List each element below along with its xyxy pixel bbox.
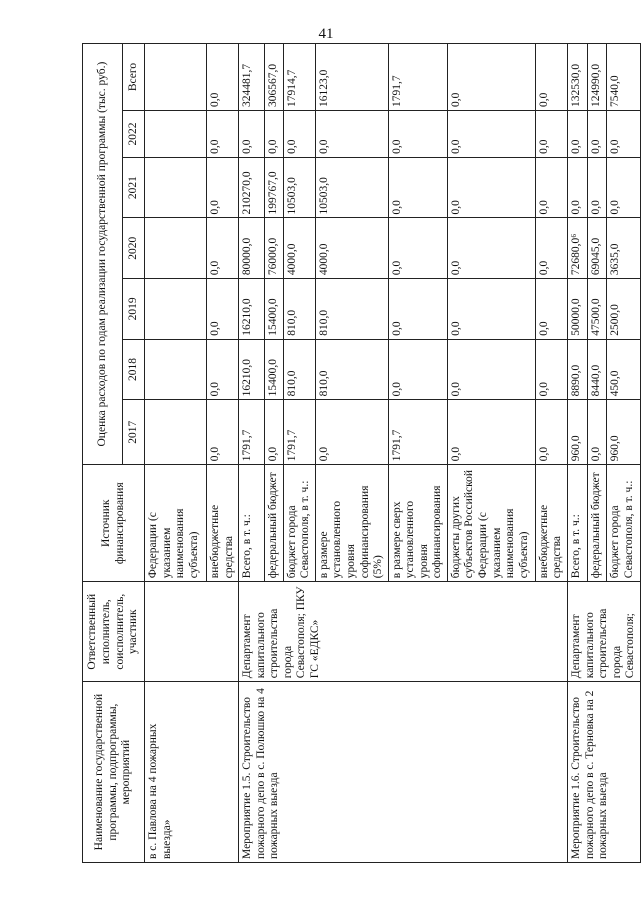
cell: 0,0 [388, 339, 447, 400]
cell: 0,0 [265, 400, 284, 465]
measure-1-6-name: Мероприятие 1.6. Строительство пожарного депо в с. Терновка на 2 пожарных выезда [568, 682, 641, 863]
cell: 0,0 [447, 44, 535, 111]
cell: 960,0 [568, 400, 588, 465]
source-label: в размере установленного уровня софинансирования (5%) [315, 465, 388, 582]
cell: 0,0 [535, 339, 567, 400]
cell: 1791,7 [388, 400, 447, 465]
measure-1-5-name: Мероприятие 1.5. Строительство пожарного депо в с. Полюшко на 4 пожарных выезда [239, 682, 568, 863]
cell: 324481,7 [239, 44, 265, 111]
cell: 0,0 [239, 111, 265, 158]
cell: 0,0 [587, 111, 607, 158]
cell: 0,0 [207, 157, 239, 218]
cell: 0,0 [447, 111, 535, 158]
cell: 0,0 [207, 339, 239, 400]
header-executor: Ответственный исполнитель, соисполнитель, участник [83, 582, 145, 682]
cell: 47500,0 [587, 279, 607, 340]
source-label: бюджет города Севастополя, в т. ч.: [607, 465, 641, 582]
cell: 8890,0 [568, 339, 588, 400]
cell: 0,0 [535, 279, 567, 340]
cell: 0,0 [388, 111, 447, 158]
cell: 0,0 [388, 157, 447, 218]
cell: 0,0 [607, 111, 641, 158]
cell: 8440,0 [587, 339, 607, 400]
cell: 50000,0 [568, 279, 588, 340]
year-2022: 2022 [123, 111, 145, 158]
cell: 76000,0 [265, 218, 284, 279]
cell: 0,0 [535, 157, 567, 218]
source-label: федеральный бюджет [587, 465, 607, 582]
cell: 15400,0 [265, 279, 284, 340]
source-label: внебюджетные средства [535, 465, 567, 582]
cell: 0,0 [388, 279, 447, 340]
source-label: Всего, в т. ч.: [568, 465, 588, 582]
cell: 0,0 [265, 111, 284, 158]
cell: 10503,0 [315, 157, 388, 218]
continuation-source-a: Федерации (с указанием наименования субъекта) [145, 465, 207, 582]
cell: 306567,0 [265, 44, 284, 111]
cell: 0,0 [447, 279, 535, 340]
cell: 0,0 [388, 218, 447, 279]
cell: 0,0 [207, 44, 239, 111]
cell: 199767,0 [265, 157, 284, 218]
cell: 0,0 [535, 400, 567, 465]
cell: 69045,0 [587, 218, 607, 279]
cell: 1791,7 [239, 400, 265, 465]
cell: 0,0 [207, 400, 239, 465]
cell: 4000,0 [283, 218, 315, 279]
cell: 960,0 [607, 400, 641, 465]
cell: 0,0 [607, 157, 641, 218]
measure-1-5-executor: Департамент капитального строительства города Севастополя; ПКУ ГС «ЕДКС» [239, 582, 568, 682]
cell: 0,0 [447, 400, 535, 465]
cell: 0,0 [587, 400, 607, 465]
cell: 7540,0 [607, 44, 641, 111]
measure-1-6-executor: Департамент капитального строительства города Севастополя; [568, 582, 641, 682]
year-total: Всего [123, 44, 145, 111]
cell: 132530,0 [568, 44, 588, 111]
source-label: в размере сверх установленного уровня софинансирования [388, 465, 447, 582]
cell: 0,0 [283, 111, 315, 158]
source-label: федеральный бюджет [265, 465, 284, 582]
page-number: 41 [318, 26, 334, 42]
cell: 0,0 [568, 111, 588, 158]
cell: 0,0 [568, 157, 588, 218]
cell: 210270,0 [239, 157, 265, 218]
year-2020: 2020 [123, 218, 145, 279]
cell: 0,0 [535, 44, 567, 111]
cell: 0,0 [587, 157, 607, 218]
cell: 124990,0 [587, 44, 607, 111]
cell: 15400,0 [265, 339, 284, 400]
cell: 17914,7 [283, 44, 315, 111]
cell: 0,0 [447, 339, 535, 400]
cell: 0,0 [315, 111, 388, 158]
rotated-table-container [82, 43, 637, 863]
source-label: бюджет города Севастополя, в т. ч.: [283, 465, 315, 582]
cell: 810,0 [283, 339, 315, 400]
budget-table [82, 43, 641, 863]
header-group: Оценка расходов по годам реализации государственной программы (тыс. руб.) [83, 44, 123, 465]
header-program: Наименование государственной программы, подпрограммы, мероприятий [83, 682, 145, 863]
year-2017: 2017 [123, 400, 145, 465]
continuation-name: в с. Павлова на 4 пожарных выезда» [145, 682, 239, 863]
cell: 4000,0 [315, 218, 388, 279]
cell: 0,0 [207, 218, 239, 279]
cell: 3635,0 [607, 218, 641, 279]
cell: 450,0 [607, 339, 641, 400]
cell: 1791,7 [388, 44, 447, 111]
year-2019: 2019 [123, 279, 145, 340]
cell: 810,0 [315, 339, 388, 400]
source-label: Всего, в т. ч.: [239, 465, 265, 582]
cell: 0,0 [315, 400, 388, 465]
cell: 10503,0 [283, 157, 315, 218]
header-source: Источник финансирования [83, 465, 145, 582]
cell: 16210,0 [239, 339, 265, 400]
cell: 810,0 [283, 279, 315, 340]
cell: 16123,0 [315, 44, 388, 111]
cell: 0,0 [207, 111, 239, 158]
cell: 16210,0 [239, 279, 265, 340]
cell: 0,0 [447, 218, 535, 279]
continuation-executor [145, 582, 239, 682]
cell: 2500,0 [607, 279, 641, 340]
cell: 0,0 [535, 111, 567, 158]
cell: 0,0 [207, 279, 239, 340]
cell: 0,0 [535, 218, 567, 279]
year-2021: 2021 [123, 157, 145, 218]
cell: 72680,0⁶ [568, 218, 588, 279]
source-label: бюджеты других субъектов Российской Федерации (с указанием наименования субъекта) [447, 465, 535, 582]
cell: 810,0 [315, 279, 388, 340]
cell: 0,0 [447, 157, 535, 218]
cell: 1791,7 [283, 400, 315, 465]
year-2018: 2018 [123, 339, 145, 400]
cell: 80000,0 [239, 218, 265, 279]
continuation-source-b: внебюджетные средства [207, 465, 239, 582]
